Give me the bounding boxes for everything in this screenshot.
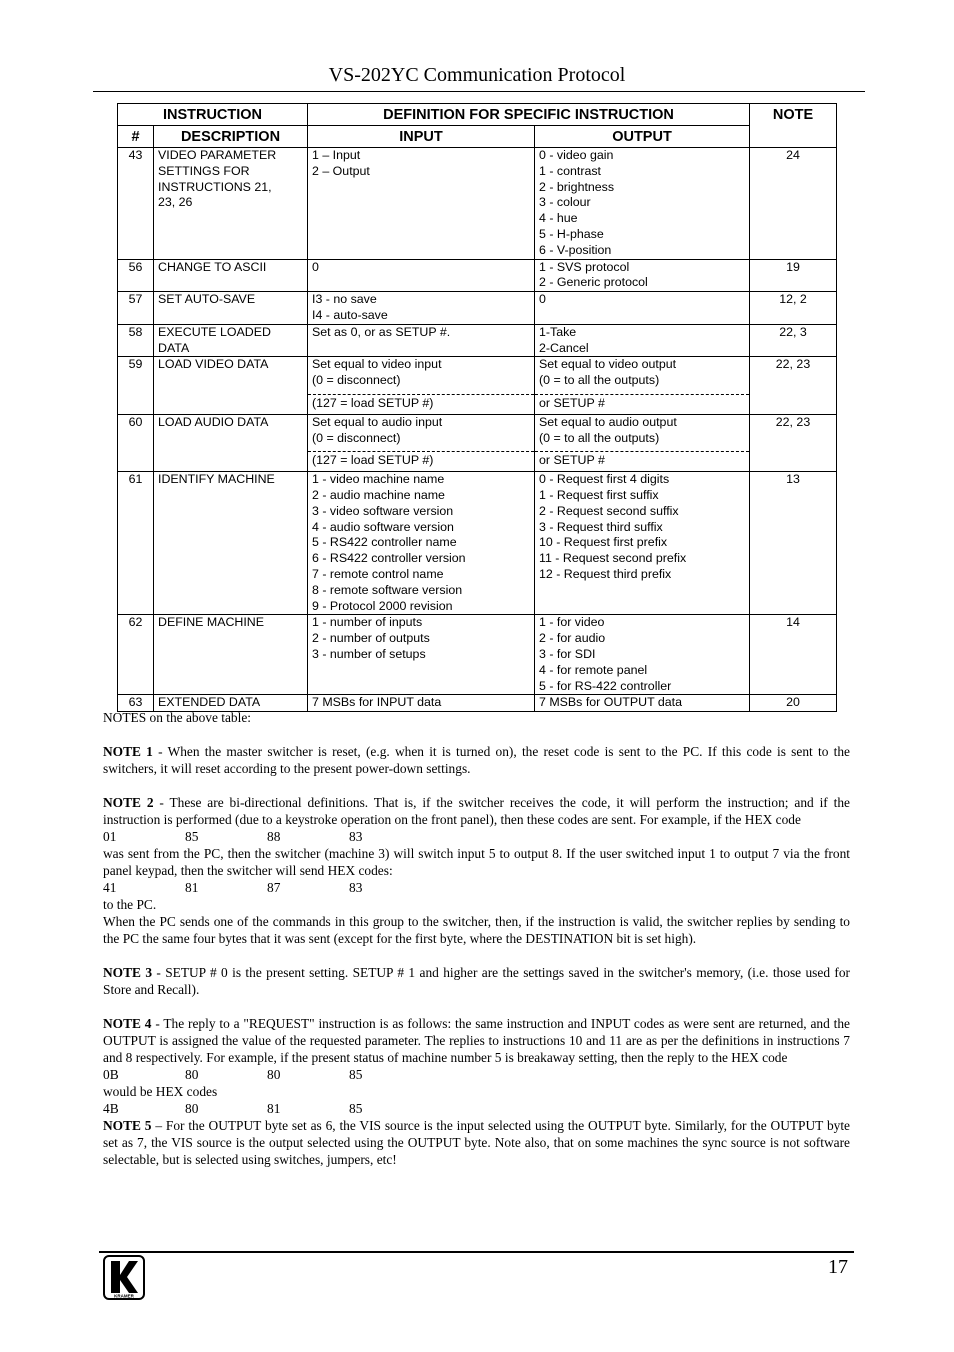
page-number: 17 [828,1256,848,1278]
cell-line: 12 - Request third prefix [539,566,672,581]
cell-line: 3 - colour [539,195,591,210]
cell-line: 1 - SVS protocol [539,259,630,274]
cell-line: INSTRUCTIONS 21, [158,179,272,194]
cell-line: 7 MSBs for INPUT data [312,695,442,710]
cell-line: Set as 0, or as SETUP #. [312,324,451,339]
cell-description [154,259,308,292]
cell-line: I3 - no save [312,292,377,307]
cell-line: 0 - video gain [539,148,614,162]
notes-intro: NOTES on the above table: [103,710,252,725]
cell-note: 22, 3 [750,324,837,357]
cell-line: Set equal to audio output [539,414,677,429]
cell-line: 4 - hue [539,211,578,226]
cell-line: 9 - Protocol 2000 revision [312,598,453,613]
table-row [118,414,837,471]
cell-input-main [308,357,534,395]
cell-line: SETTINGS FOR [158,163,250,178]
note-2-text: - These are bi-directional definitions. That is, if the switcher receives the code, it will perform the instruction; and if the instruction is performed (due to a keystroke operation on the front panel), then these codes are sent. For example, if the HEX code [103,795,850,827]
hex-byte: 87 [267,880,281,895]
cell-line: 4 - for remote panel [539,662,648,677]
cell-number: 59 [118,357,154,414]
cell-line: (0 = disconnect) [312,430,401,445]
note-3-label: NOTE 3 [103,965,153,980]
note-2-mid: was sent from the PC, then the switcher (machine 3) will switch input 5 to output 8. If the user switched input 1 to output 7 via the front panel keypad, then the switcher will send HEX codes: [103,846,850,878]
hex-code-row [103,879,850,896]
cell-line: 1 - contrast [539,163,601,178]
note-2 [103,794,850,828]
cell-output-main [535,415,749,453]
cell-input [308,357,535,414]
cell-line: 5 - RS422 controller name [312,535,457,550]
cell-note: 12, 2 [750,292,837,325]
cell-line: 3 - for SDI [539,646,596,661]
hex-byte: 4B [103,1101,119,1116]
note-1-text: - When the master switcher is reset, (e.g. when it is turned on), the reset code is sent to the PC. If this code is sent to the switchers, it will reset according to the present power-down settings. [103,744,850,776]
cell-input [308,259,535,292]
hex-byte: 83 [349,880,363,895]
cell-note: 14 [750,615,837,695]
cell-input [308,414,535,471]
header-description: DESCRIPTION [154,126,308,148]
cell-description [154,148,308,260]
note-5 [103,1117,850,1168]
cell-line: LOAD VIDEO DATA [158,357,269,372]
cell-number: 57 [118,292,154,325]
cell-note: 22, 23 [750,414,837,471]
cell-output [535,324,750,357]
cell-line: 7 MSBs for OUTPUT data [539,695,682,710]
cell-line: 2 – Output [312,163,370,178]
cell-number: 43 [118,148,154,260]
page-title: VS-202YC Communication Protocol [328,64,626,86]
cell-output [535,292,750,325]
header-input: INPUT [308,126,535,148]
note-1-label: NOTE 1 [103,744,153,759]
cell-number: 62 [118,615,154,695]
note-3 [103,964,850,998]
cell-line: CHANGE TO ASCII [158,259,267,274]
hex-byte: 85 [185,829,199,844]
hex-byte: 41 [103,880,117,895]
cell-line: EXTENDED DATA [158,695,261,710]
note-1 [103,743,850,777]
table-row [118,259,837,292]
hex-byte: 88 [267,829,281,844]
cell-note: 20 [750,695,837,712]
notes-section [103,709,850,1168]
cell-line: 1 - for video [539,615,605,630]
header-num: # [118,126,154,148]
hex-byte: 80 [185,1067,199,1082]
table-row [118,292,837,325]
hex-byte: 81 [185,880,199,895]
cell-line: 7 - remote control name [312,566,444,581]
header-instruction: INSTRUCTION [118,104,308,126]
cell-number: 58 [118,324,154,357]
note-3-text: - SETUP # 0 is the present setting. SETUP # 1 and higher are the settings saved in the switcher's memory, (i.e. those used for Store and Recall). [103,965,850,997]
header-definition: DEFINITION FOR SPECIFIC INSTRUCTION [308,104,750,126]
cell-description [154,472,308,615]
cell-line: 0 [539,292,546,307]
cell-line: SET AUTO-SAVE [158,292,256,307]
table-row [118,357,837,414]
cell-line: 8 - remote software version [312,582,463,597]
cell-output-main [535,357,749,395]
hex-byte: 81 [267,1101,281,1116]
cell-input-extra: (127 = load SETUP #) [312,395,434,410]
cell-line: VIDEO PARAMETER [158,148,277,162]
cell-line: 10 - Request first prefix [539,535,668,550]
header-note: NOTE [750,104,837,148]
cell-input [308,148,535,260]
cell-description [154,357,308,414]
cell-line: 5 - H-phase [539,226,604,241]
cell-line: 2 - audio machine name [312,487,445,502]
table-row [118,148,837,260]
cell-line: 4 - audio software version [312,519,454,534]
cell-line: 1 - number of inputs [312,615,423,630]
hex-byte: 01 [103,829,117,844]
hex-byte: 0B [103,1067,119,1082]
cell-line: 2-Cancel [539,340,589,355]
cell-line: 6 - RS422 controller version [312,551,466,566]
cell-line: IDENTIFY MACHINE [158,472,275,487]
cell-note: 22, 23 [750,357,837,414]
cell-input [308,472,535,615]
header-rule [93,91,865,92]
cell-line: 2 - number of outputs [312,631,430,646]
cell-line: DEFINE MACHINE [158,615,265,630]
cell-output [535,259,750,292]
cell-number: 61 [118,472,154,615]
cell-line: 1 - Request first suffix [539,487,659,502]
cell-line: 3 - Request third suffix [539,519,663,534]
table-row [118,472,837,615]
cell-output [535,357,750,414]
note-2-end-2: When the PC sends one of the commands in this group to the switcher, then, if the instruction is valid, the switcher replies by sending to the PC the same four bytes that it was sent (except for the first byte, where the DESTINATION bit is set high). [103,914,850,946]
note-2-label: NOTE 2 [103,795,154,810]
cell-line: 1 - video machine name [312,472,445,487]
hex-byte: 85 [349,1101,363,1116]
cell-line: 2 - Generic protocol [539,275,648,290]
cell-line: 23, 26 [158,195,193,210]
cell-input [308,292,535,325]
kramer-logo [103,1255,145,1300]
table-row [118,615,837,695]
cell-line: 1 – Input [312,148,361,162]
header-output: OUTPUT [535,126,750,148]
cell-line: 3 - video software version [312,503,454,518]
cell-output-extra: or SETUP # [539,395,605,410]
hex-code-row [103,1066,850,1083]
cell-input [308,324,535,357]
cell-note: 24 [750,148,837,260]
svg-text:KRAMER: KRAMER [114,1293,134,1299]
cell-line: (0 = to all the outputs) [539,373,660,388]
cell-number: 63 [118,695,154,712]
cell-line: 2 - brightness [539,179,615,194]
note-5-text: – For the OUTPUT byte set as 6, the VIS source is the input selected using the OUTPUT byte. Similarly, for the OUTPUT byte set as 7, the VIS source is the output selected using the OUTPUT byte. Note also, that on some machines the sync source is not software selectable, but is selected using switches, jumpers, etc! [103,1118,850,1167]
cell-line: 5 - for RS-422 controller [539,678,672,693]
hex-byte: 83 [349,829,363,844]
cell-line: EXECUTE LOADED [158,324,271,339]
cell-number: 60 [118,414,154,471]
cell-line: 6 - V-position [539,242,612,257]
hex-byte: 80 [185,1101,199,1116]
cell-description [154,292,308,325]
cell-line: 0 [312,259,319,274]
note-4-label: NOTE 4 [103,1016,152,1031]
cell-output [535,472,750,615]
note-5-label: NOTE 5 [103,1118,152,1133]
cell-number: 56 [118,259,154,292]
cell-output-extra: or SETUP # [539,453,605,468]
instruction-table [117,103,837,712]
cell-line: Set equal to video output [539,357,677,372]
cell-note: 13 [750,472,837,615]
hex-byte: 80 [267,1067,281,1082]
cell-line: (0 = to all the outputs) [539,430,660,445]
cell-line: 2 - Request second suffix [539,503,679,518]
footer-rule [99,1251,854,1253]
note-4-mid: would be HEX codes [103,1084,218,1099]
table-body [118,148,837,712]
cell-line: (0 = disconnect) [312,373,401,388]
cell-output [535,615,750,695]
cell-output [535,148,750,260]
table-row [118,324,837,357]
cell-description [154,324,308,357]
cell-description [154,615,308,695]
note-4-text: - The reply to a "REQUEST" instruction is as follows: the same instruction and INPUT codes as were sent are returned, and the OUTPUT is assigned the value of the requested parameter. The replies to instructions 10 and 11 are as per the definitions in instructions 7 and 8 respectively. For example, if the present status of machine number 5 is breakaway setting, then the reply to the HEX code [103,1016,850,1065]
cell-line: 11 - Request second prefix [539,551,687,566]
cell-line: LOAD AUDIO DATA [158,414,269,429]
cell-input-main [308,415,534,453]
cell-line: Set equal to video input [312,357,442,372]
note-2-end-1: to the PC. [103,897,157,912]
cell-line: 0 - Request first 4 digits [539,472,670,487]
cell-line: 1-Take [539,324,577,339]
cell-output [535,414,750,471]
cell-input-extra: (127 = load SETUP #) [312,453,434,468]
cell-description [154,414,308,471]
cell-line: 3 - number of setups [312,646,426,661]
cell-input [308,615,535,695]
cell-line: Set equal to audio input [312,414,443,429]
cell-line: DATA [158,340,190,355]
cell-note: 19 [750,259,837,292]
cell-line: 2 - for audio [539,631,606,646]
hex-byte: 85 [349,1067,363,1082]
note-4 [103,1015,850,1066]
hex-code-row [103,828,850,845]
hex-code-row [103,1100,850,1117]
cell-line: I4 - auto-save [312,307,388,322]
